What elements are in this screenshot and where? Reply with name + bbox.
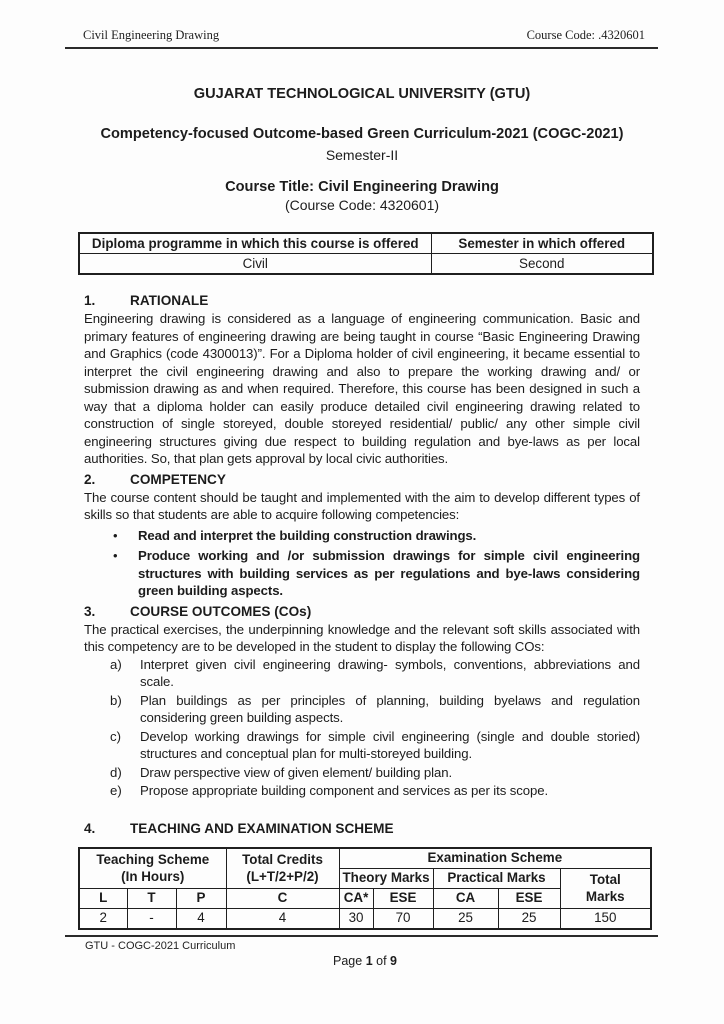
of-word: of xyxy=(376,954,387,968)
competency-bullet-list xyxy=(84,527,640,600)
value-CA-practical: 25 xyxy=(433,908,498,929)
page-total: 9 xyxy=(390,954,397,968)
offer-table-semester-value: Second xyxy=(431,254,653,275)
total-marks-line1: Total xyxy=(589,872,621,887)
footer-curriculum-label: GTU - COGC-2021 Curriculum xyxy=(85,940,236,952)
list-item xyxy=(84,656,640,691)
item-label: b) xyxy=(110,692,122,708)
rationale-paragraph: Engineering drawing is considered as a language of engineering communication. Basic and primary features of engineering drawing are being taught in course “Basic Engineering Drawing and Graphics (code 4300013)”. For a Diploma holder of civil engineering, it became essential to interpret the civil engineering drawing and also to prepare the working drawing and/ or submission drawing as and when required. Therefore, this course has been designed in such a way that a diploma holder can easily produce detailed civil engineering drawing related to construction of single storeyed, double storeyed residential/ public/ any other simple civil engineering structures giving due respect to building regulation and bye-laws as per local authorities. So, that plan gets approval by local civic authorities. xyxy=(84,311,640,466)
offer-table-header-row xyxy=(79,233,653,254)
list-item xyxy=(84,547,640,600)
bullet-icon: • xyxy=(113,527,118,543)
section-number: 3. xyxy=(84,603,96,619)
item-text: Develop working drawings for simple civil engineering (single and double storied) structures and conceptual plan for multi-storeyed building. xyxy=(140,728,640,761)
item-text: Plan buildings as per principles of planning, building byelaws and regulation considering green building aspects. xyxy=(140,692,640,725)
total-credits-line2: (L+T/2+P/2) xyxy=(246,869,319,884)
col-header-CA-theory: CA* xyxy=(339,888,373,908)
value-L: 2 xyxy=(79,908,127,929)
offer-table-header-programme: Diploma programme in which this course is offered xyxy=(79,233,431,254)
section-number: 2. xyxy=(84,471,96,487)
item-label: c) xyxy=(110,728,121,744)
practical-marks-header: Practical Marks xyxy=(433,868,560,888)
section-heading-outcomes xyxy=(84,603,640,621)
item-text: Interpret given civil engineering drawing- symbols, conventions, abbreviations and scale. xyxy=(140,656,640,689)
section-title: TEACHING AND EXAMINATION SCHEME xyxy=(130,820,394,836)
section-number: 1. xyxy=(84,293,96,308)
total-marks-header xyxy=(560,868,651,908)
offer-table-programme-value: Civil xyxy=(79,254,431,275)
section-heading-rationale xyxy=(84,292,640,310)
page-content xyxy=(0,87,724,930)
competency-bullet-text: Read and interpret the building construction drawings. xyxy=(138,527,477,543)
teaching-scheme-header xyxy=(79,848,226,889)
outcomes-list xyxy=(84,656,640,800)
header-course-name: Civil Engineering Drawing xyxy=(83,28,220,42)
col-header-L: L xyxy=(79,888,127,908)
course-title: Course Title: Civil Engineering Drawing xyxy=(225,179,499,195)
item-label: e) xyxy=(110,783,122,798)
col-header-C: C xyxy=(226,888,339,908)
competency-bullet-text: Produce working and /or submission drawings for simple civil engineering structures with building services as per regulations and bye-laws considering green building aspects. xyxy=(138,548,640,598)
section-heading-competency xyxy=(84,471,640,489)
competency-intro: The course content should be taught and implemented with the aim to develop different types of skills so that students are able to acquire following competencies: xyxy=(84,489,640,522)
col-header-P: P xyxy=(176,888,226,908)
col-header-CA-practical: CA xyxy=(433,888,498,908)
page-header xyxy=(65,28,658,49)
value-P: 4 xyxy=(176,908,226,929)
outcomes-intro: The practical exercises, the underpinning knowledge and the relevant soft skills associated with this competency are to be developed in the student to display the following COs: xyxy=(84,621,640,654)
list-item xyxy=(84,692,640,727)
page-number: 1 xyxy=(365,954,373,968)
section-title: RATIONALE xyxy=(130,293,209,308)
value-ESE-theory: 70 xyxy=(373,908,433,929)
theory-marks-header: Theory Marks xyxy=(339,868,433,888)
list-item xyxy=(84,764,640,782)
footer-page-indicator xyxy=(85,954,645,968)
item-label: a) xyxy=(110,656,122,672)
value-C: 4 xyxy=(226,908,339,929)
scheme-header-row-1 xyxy=(79,848,651,869)
value-total-marks: 150 xyxy=(560,908,651,929)
value-CA-theory: 30 xyxy=(339,908,373,929)
value-T: - xyxy=(127,908,176,929)
total-marks-line2: Marks xyxy=(585,889,625,904)
item-label: d) xyxy=(110,764,122,780)
teaching-scheme-line2: (In Hours) xyxy=(121,869,185,884)
course-code: (Course Code: 4320601) xyxy=(284,197,440,213)
curriculum-title: Competency-focused Outcome-based Green Curriculum-2021 (COGC-2021) xyxy=(100,126,624,142)
col-header-ESE-practical: ESE xyxy=(498,888,560,908)
item-text: Draw perspective view of given element/ building plan. xyxy=(140,764,453,780)
header-course-code: Course Code: .4320601 xyxy=(526,28,645,42)
offer-table xyxy=(78,232,654,275)
section-title: COMPETENCY xyxy=(130,471,226,487)
section-title: COURSE OUTCOMES (COs) xyxy=(130,603,312,619)
item-text: Propose appropriate building component and services as per its scope. xyxy=(140,783,549,798)
page-footer xyxy=(65,935,658,968)
university-title: GUJARAT TECHNOLOGICAL UNIVERSITY (GTU) xyxy=(193,86,531,102)
col-header-ESE-theory: ESE xyxy=(373,888,433,908)
list-item xyxy=(84,728,640,763)
list-item xyxy=(84,782,640,800)
offer-table-data-row xyxy=(79,254,653,275)
scheme-table xyxy=(78,847,652,930)
page-word: Page xyxy=(333,954,363,968)
section-heading-scheme xyxy=(84,820,640,838)
section-number: 4. xyxy=(84,820,96,836)
total-credits-header xyxy=(226,848,339,889)
teaching-scheme-line1: Teaching Scheme xyxy=(96,852,210,867)
examination-scheme-header: Examination Scheme xyxy=(339,848,651,869)
col-header-T: T xyxy=(127,888,176,908)
offer-table-header-semester: Semester in which offered xyxy=(431,233,653,254)
semester-label: Semester-II xyxy=(325,147,399,163)
total-credits-line1: Total Credits xyxy=(242,852,323,867)
value-ESE-practical: 25 xyxy=(498,908,560,929)
scheme-values-row xyxy=(79,908,651,929)
list-item xyxy=(84,527,640,545)
bullet-icon: • xyxy=(113,548,118,563)
